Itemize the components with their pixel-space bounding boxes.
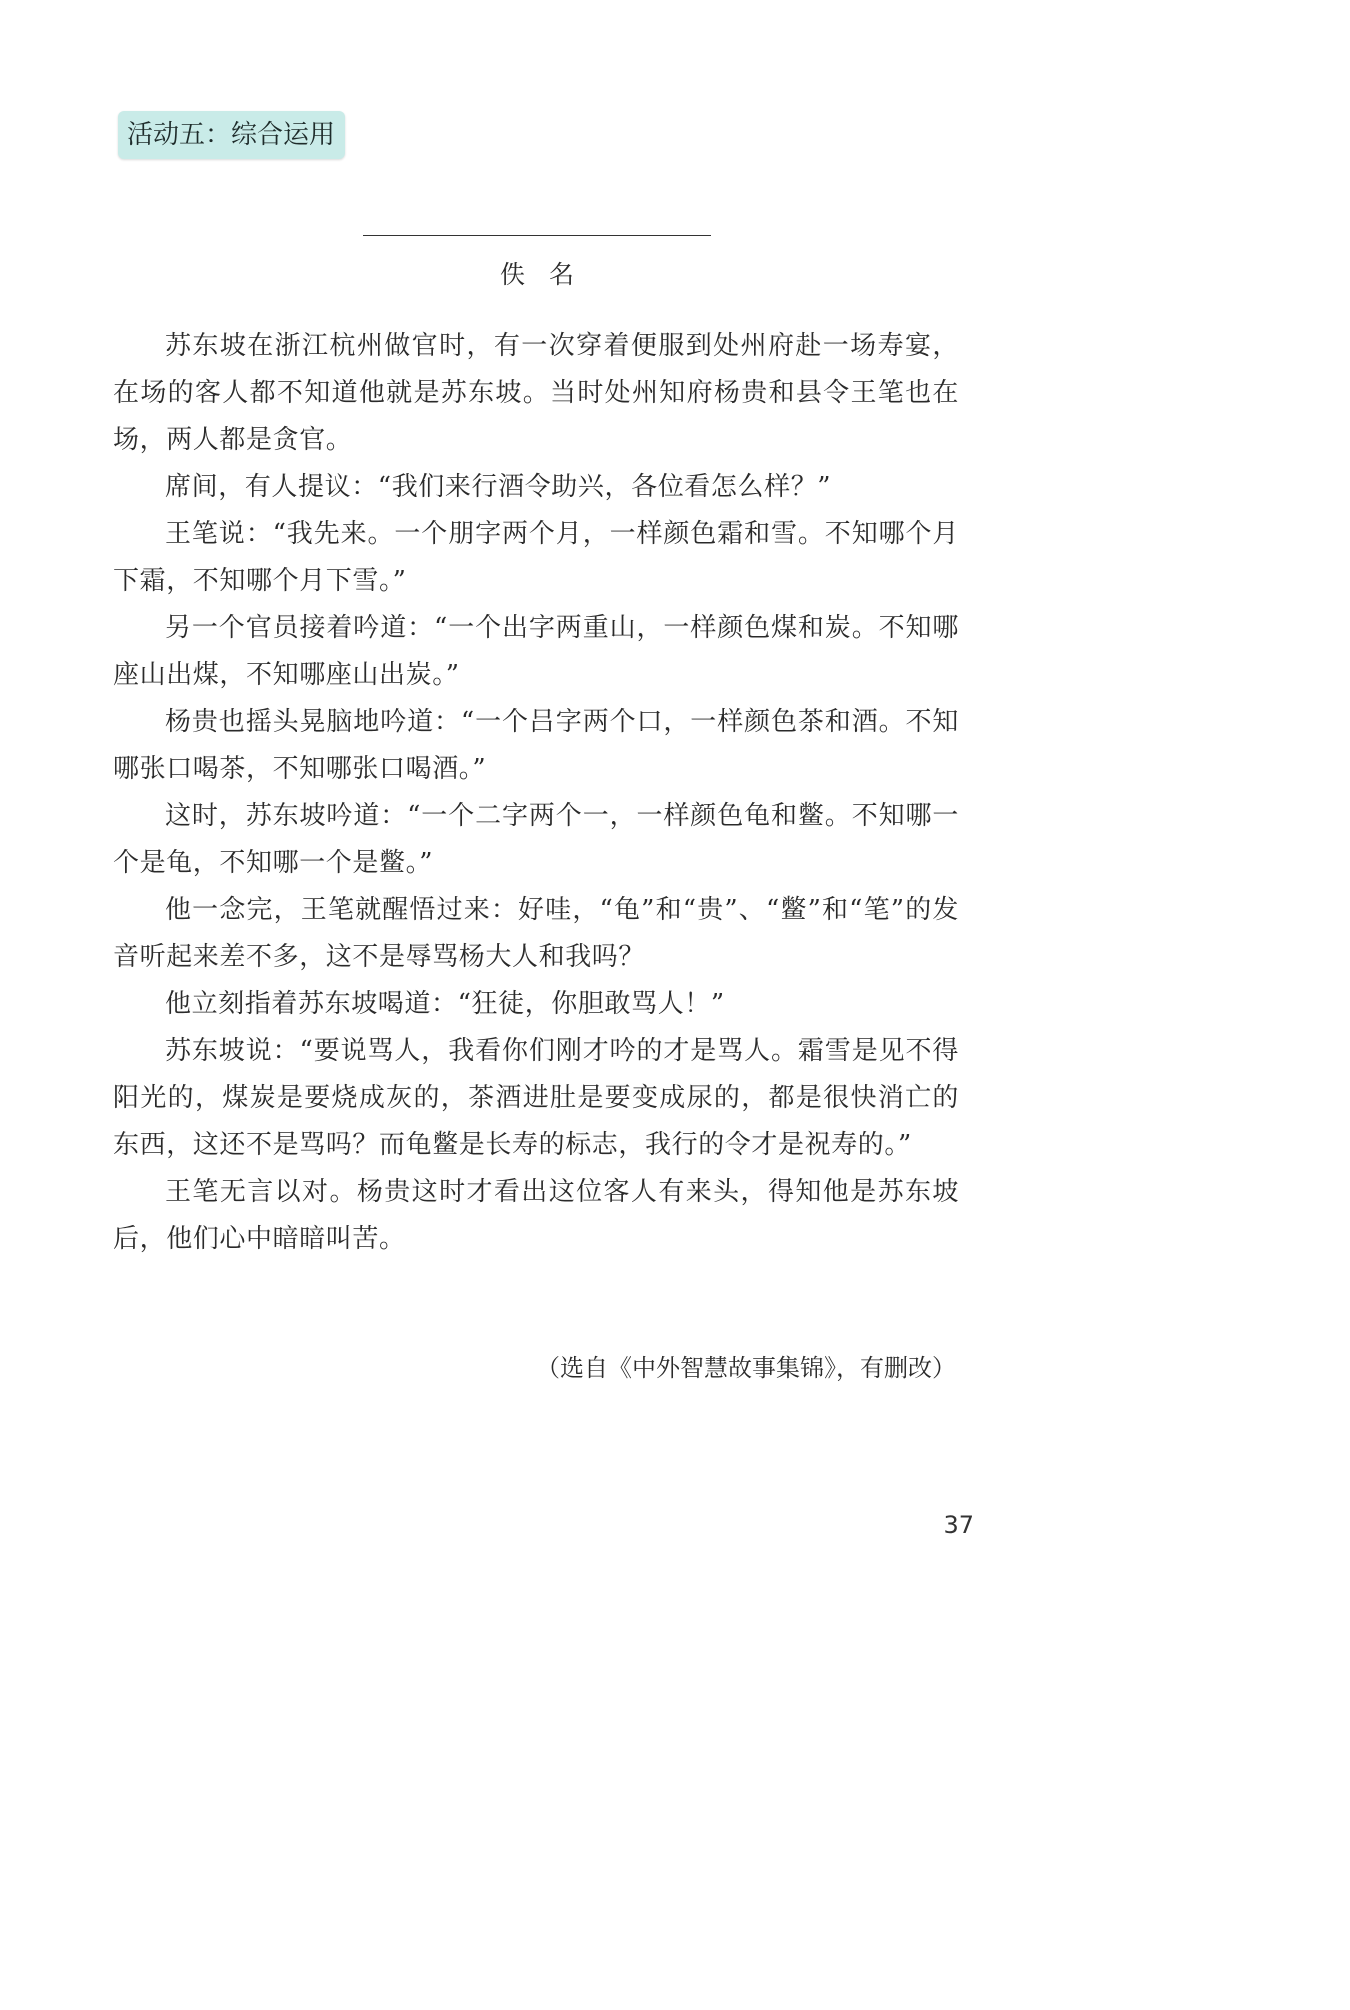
story-title: 佚名 <box>499 260 598 289</box>
paragraph: 他一念完，王笔就醒悟过来：好哇，“龟”和“贵”、“鳖”和“笔”的发音听起来差不多，这不是辱骂杨大人和我吗？ <box>113 895 959 972</box>
title-rule <box>363 235 711 236</box>
paragraph: 他立刻指着苏东坡喝道：“狂徒，你胆敢骂人！” <box>165 989 725 1019</box>
activity-label: 活动五：综合运用 <box>118 111 345 159</box>
paragraph: 苏东坡说：“要说骂人，我看你们刚才吟的才是骂人。霜雪是见不得阳光的，煤炭是要烧成灰的，茶酒进肚是要变成尿的，都是很快消亡的东西，这还不是骂吗？而龟鳖是长寿的标志，我行的令才是祝寿的。” <box>113 1036 959 1160</box>
page-number: 37 <box>943 1511 974 1539</box>
paragraph: 这时，苏东坡吟道：“一个二字两个一，一样颜色龟和鳖。不知哪一个是龟，不知哪一个是鳖。” <box>113 801 959 878</box>
paragraph: 杨贵也摇头晃脑地吟道：“一个吕字两个口，一样颜色茶和酒。不知哪张口喝茶，不知哪张口喝酒。” <box>113 707 959 784</box>
source-citation: （选自《中外智慧故事集锦》，有删改） <box>536 1354 956 1382</box>
paragraph: 王笔说：“我先来。一个朋字两个月，一样颜色霜和雪。不知哪个月下霜，不知哪个月下雪。” <box>113 519 959 596</box>
paragraph: 席间，有人提议：“我们来行酒令助兴，各位看怎么样？” <box>165 472 832 502</box>
story-body <box>113 323 959 1263</box>
paragraph: 苏东坡在浙江杭州做官时，有一次穿着便服到处州府赴一场寿宴，在场的客人都不知道他就是苏东坡。当时处州知府杨贵和县令王笔也在场，两人都是贪官。 <box>113 331 959 455</box>
paragraph: 王笔无言以对。杨贵这时才看出这位客人有来头，得知他是苏东坡后，他们心中暗暗叫苦。 <box>113 1177 959 1254</box>
paragraph: 另一个官员接着吟道：“一个出字两重山，一样颜色煤和炭。不知哪座山出煤，不知哪座山出炭。” <box>113 613 959 690</box>
